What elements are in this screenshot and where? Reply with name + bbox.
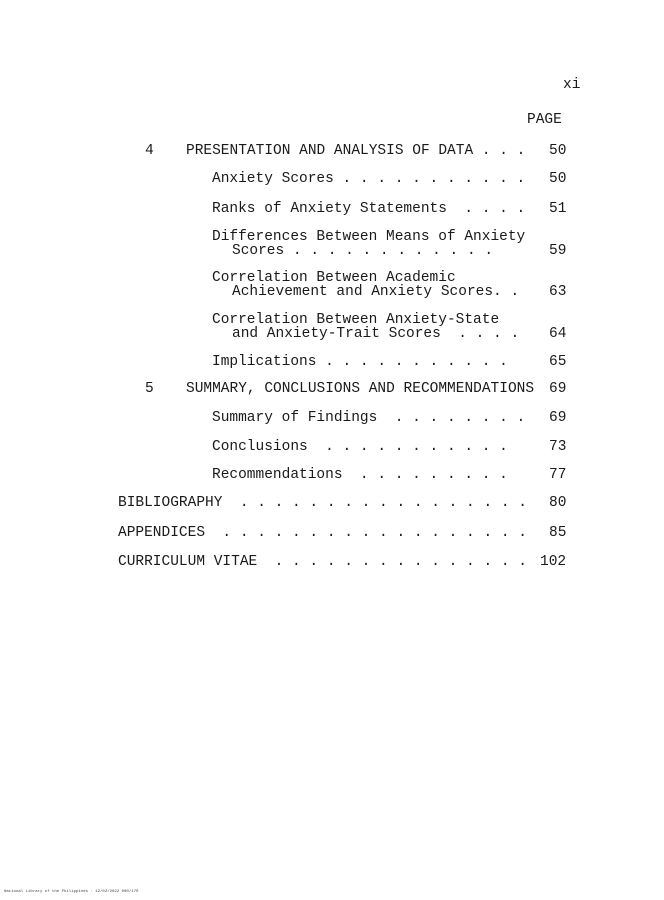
toc-entry-implications: Implications . . . . . . . . . . . <box>212 354 508 370</box>
toc-entry-correlation-achievement: Correlation Between Academic <box>212 270 456 286</box>
toc-entry-bibliography: BIBLIOGRAPHY . . . . . . . . . . . . . . . . . <box>118 495 527 511</box>
toc-entry-ranks: Ranks of Anxiety Statements . . . . <box>212 201 526 217</box>
toc-entry-recommendations: Recommendations . . . . . . . . . <box>212 467 508 483</box>
toc-entry-page: 73 <box>549 439 567 455</box>
chapter-4-page: 50 <box>549 143 567 159</box>
toc-entry-page: 85 <box>549 525 567 541</box>
page-number: xi <box>563 77 581 93</box>
toc-entry-page: 65 <box>549 354 567 370</box>
toc-entry-page: 80 <box>549 495 567 511</box>
chapter-5-number: 5 <box>145 381 154 397</box>
toc-entry-correlation-achievement-cont: Achievement and Anxiety Scores. . <box>232 284 520 300</box>
toc-entry-summary: Summary of Findings . . . . . . . . <box>212 410 526 426</box>
toc-entry-differences: Differences Between Means of Anxiety <box>212 229 526 245</box>
toc-entry-page: 63 <box>549 284 567 300</box>
toc-entry-differences-cont: Scores . . . . . . . . . . . . <box>232 243 494 259</box>
scan-footer: National Library of the Philippines · 12/02/2022 000/170 <box>4 890 139 894</box>
toc-entry-page: 102 <box>540 554 567 570</box>
chapter-5-page: 69 <box>549 381 567 397</box>
toc-entry-page: 51 <box>549 201 567 217</box>
toc-entry-page: 69 <box>549 410 567 426</box>
chapter-4-number: 4 <box>145 143 154 159</box>
chapter-5-title: SUMMARY, CONCLUSIONS AND RECOMMENDATIONS <box>186 381 535 397</box>
toc-entry-curriculum-vitae: CURRICULUM VITAE . . . . . . . . . . . . . . . <box>118 554 527 570</box>
toc-entry-conclusions: Conclusions . . . . . . . . . . . <box>212 439 508 455</box>
toc-entry-anxiety-scores: Anxiety Scores . . . . . . . . . . . <box>212 171 526 187</box>
toc-entry-page: 64 <box>549 326 567 342</box>
toc-entry-page: 59 <box>549 243 567 259</box>
toc-entry-appendices: APPENDICES . . . . . . . . . . . . . . . . . . <box>118 525 527 541</box>
page-column-label: PAGE <box>527 112 562 128</box>
toc-entry-correlation-state-trait-cont: and Anxiety-Trait Scores . . . . <box>232 326 520 342</box>
chapter-4-title: PRESENTATION AND ANALYSIS OF DATA . . . <box>186 143 526 159</box>
toc-entry-page: 77 <box>549 467 567 483</box>
toc-entry-correlation-state-trait: Correlation Between Anxiety-State <box>212 312 500 328</box>
toc-entry-page: 50 <box>549 171 567 187</box>
